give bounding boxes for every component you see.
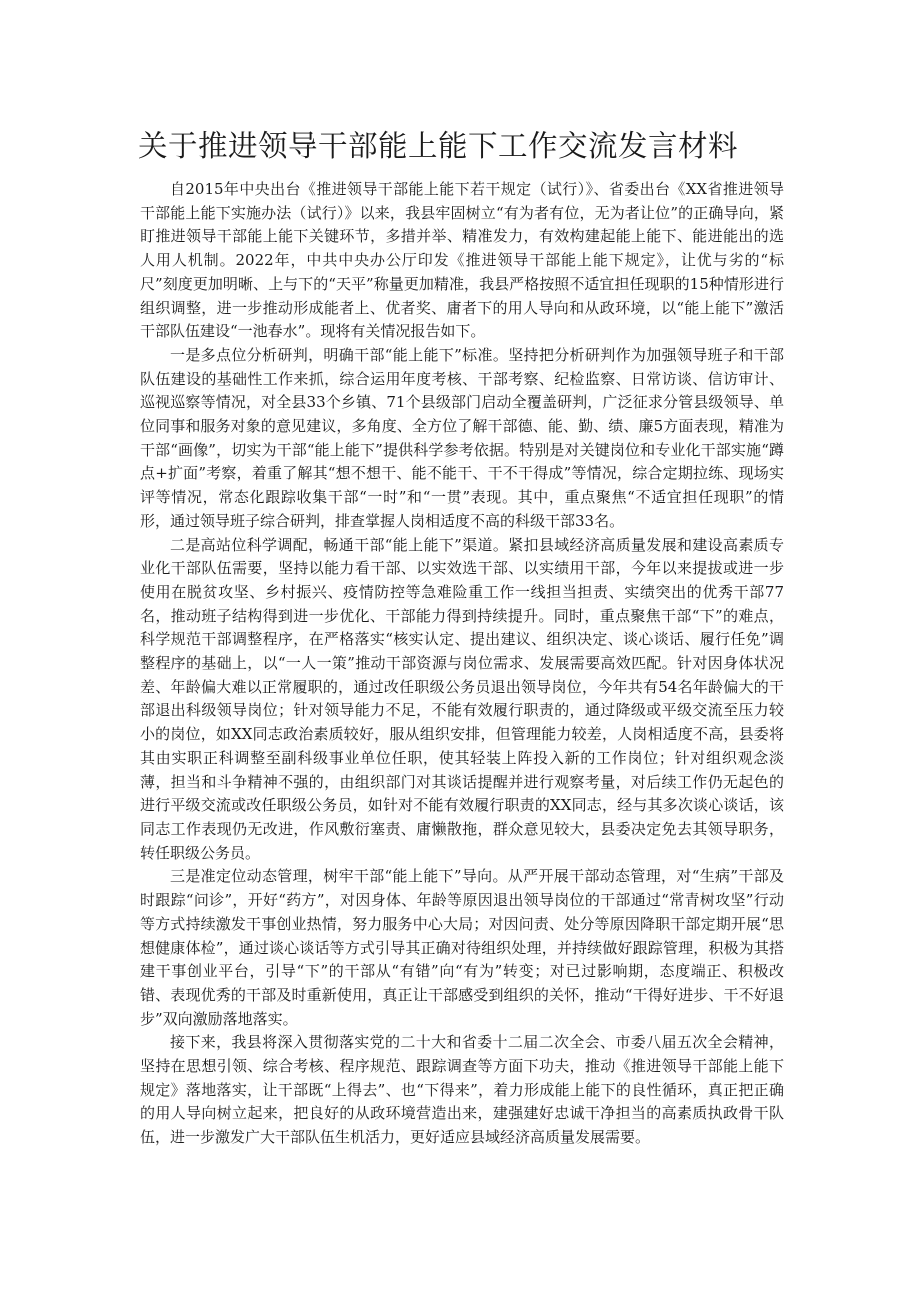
document-title: 关于推进领导干部能上能下工作交流发言材料	[138, 129, 739, 163]
paragraph-conclusion: 接下来，我县将深入贯彻落实党的二十大和省委十二届二次全会、市委八届五次全会精神，坚持在思想引领、综合考核、程序规范、跟踪调查等方面下功夫，推动《推进领导干部能上能下规定》落地落实，让干部既“上得去”、也“下得来”，着力形成能上能下的良性循环，真正把正确的用人导向树立起来，把良好的从政环境营造出来，建强建好忠诚干净担当的高素质执政骨干队伍，进一步激发广大干部队伍生机活力，更好适应县域经济高质量发展需要。	[140, 1033, 784, 1147]
paragraph-section-three: 三是准定位动态管理，树牢干部“能上能下”导向。从严开展干部动态管理，对“生病”干部及时跟踪“问诊”，开好“药方”，对因身体、年龄等原因退出领导岗位的干部通过“常青树攻坚”行动等方式持续激发干事创业热情，努力服务中心大局；对因问责、处分等原因降职干部定期开展“思想健康体检”，通过谈心谈话等方式引导其正确对待组织处理，并持续做好跟踪管理，积极为其搭建干事创业平台，引导“下”的干部从“有错”向“有为”转变；对已过影响期，态度端正、积极改错、表现优秀的干部及时重新使用，真正让干部感受到组织的关怀，推动“干得好进步、干不好退步”双向激励落地落实。	[140, 867, 784, 1028]
paragraph-section-two: 二是高站位科学调配，畅通干部“能上能下”渠道。紧扣县域经济高质量发展和建设高素质专业化干部队伍需要，坚持以能力看干部、以实效选干部、以实绩用干部，今年以来提拔或进一步使用在脱贫攻坚、乡村振兴、疫情防控等急难险重工作一线担当担责、实绩突出的优秀干部77名，推动班子结构得到进一步优化、干部能力得到持续提升。同时，重点聚焦干部“下”的难点，科学规范干部调整程序，在严格落实“核实认定、提出建议、组织决定、谈心谈话、履行任免”调整程序的基础上，以“一人一策”推动干部资源与岗位需求、发展需要高效匹配。针对因身体状况差、年龄偏大难以正常履职的，通过改任职级公务员退出领导岗位，今年共有54名年龄偏大的干部退出科级领导岗位；针对领导能力不足，不能有效履行职责的，通过降级或平级交流至压力较小的岗位，如XX同志政治素质较好，服从组织安排，但管理能力较差，人岗相适度不高，县委将其由实职正科调整至副科级事业单位任职，使其轻装上阵投入新的工作岗位；针对组织观念淡薄，担当和斗争精神不强的，由组织部门对其谈话提醒并进行观察考量，对后续工作仍无起色的进行平级交流或改任职级公务员，如针对不能有效履行职责的XX同志，经与其多次谈心谈话，该同志工作表现仍无改进，作风敷衍塞责、庸懒散拖，群众意见较大，县委决定免去其领导职务，转任职级公务员。	[140, 535, 784, 862]
paragraph-intro: 自2015年中央出台《推进领导干部能上能下若干规定（试行）》、省委出台《XX省推进领导干部能上能下实施办法（试行）》以来，我县牢固树立“有为者有位，无为者让位”的正确导向，紧盯推进领导干部能上能下关键环节，多措并举、精准发力，有效构建起能上能下、能进能出的选人用人机制。2022年，中共中央办公厅印发《推进领导干部能上能下规定》，让优与劣的“标尺”刻度更加明晰、上与下的“天平”称量更加精准，我县严格按照不适宜担任现职的15种情形进行组织调整，进一步推动形成能者上、优者奖、庸者下的用人导向和从政环境，以“能上能下”激活干部队伍建设“一池春水”。现将有关情况报告如下。	[140, 180, 784, 341]
paragraph-section-one: 一是多点位分析研判，明确干部“能上能下”标准。坚持把分析研判作为加强领导班子和干部队伍建设的基础性工作来抓，综合运用年度考核、干部考察、纪检监察、日常访谈、信访审计、巡视巡察等情况，对全县33个乡镇、71个县级部门启动全覆盖研判，广泛征求分管县级领导、单位同事和服务对象的意见建议，多角度、全方位了解干部德、能、勤、绩、廉5方面表现，精准为干部“画像”，切实为干部“能上能下”提供科学参考依据。特别是对关键岗位和专业化干部实施“蹲点+扩面”考察，着重了解其“想不想干、能不能干、干不干得成”等情况，综合定期拉练、现场实评等情况，常态化跟踪收集干部“一时”和“一贯”表现。其中，重点聚焦“不适宜担任现职”的情形，通过领导班子综合研判，排查掌握人岗相适度不高的科级干部33名。	[140, 345, 784, 530]
document-body	[140, 178, 784, 1150]
